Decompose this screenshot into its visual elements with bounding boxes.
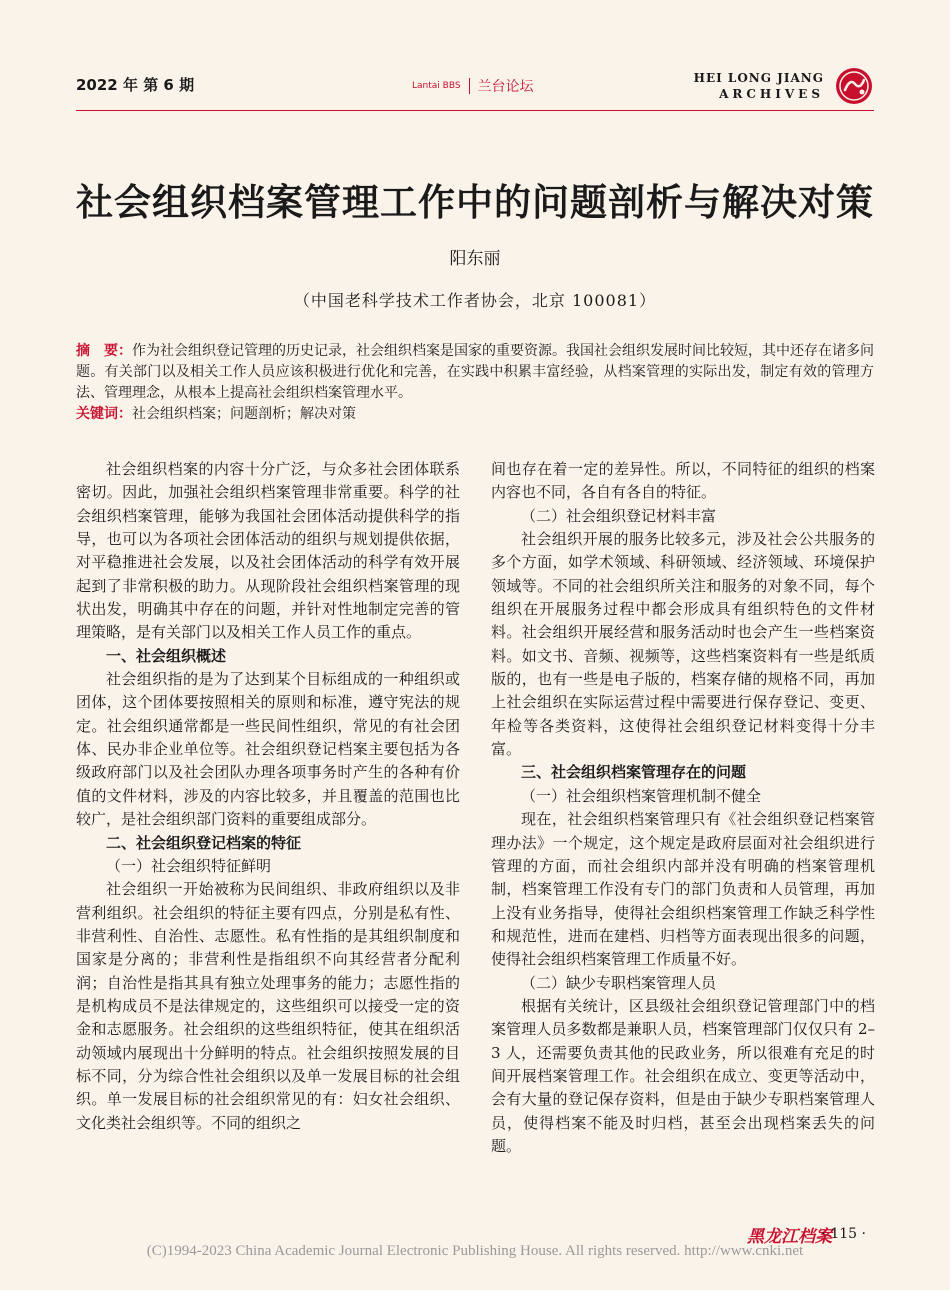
keywords-text: 社会组织档案；问题剖析；解决对策 (132, 406, 356, 422)
paragraph-materials: 社会组织开展的服务比较多元，涉及社会公共服务的多个方面，如学术领域、科研领域、经济领域、环境保护领域等。不同的社会组织所关注和服务的对象不同，每个组织在开展服务过程中都会形成具有组织特色的文件材料。社会组织开展经营和服务活动时也会产生一些档案资料。如文书、音频、视频等，这些档案资料有一些是纸质版的，也有一些是电子版的，档案存储的规格不同，再加上社会组织在实际运营过程中需要进行保存登记、变更、年检等各类资料，这使得社会组织登记材料变得十分丰富。 (491, 530, 875, 759)
abstract-text: 作为社会组织登记管理的历史记录，社会组织档案是国家的重要资源。我国社会组织发展时间比较短，其中还存在诸多问题。有关部门以及相关工作人员应该积极进行优化和完善，在实践中积累丰富经验，从档案管理的实际出发，制定有效的管理方法、管理理念，从根本上提高社会组织档案管理水平。 (76, 343, 874, 401)
paragraph-mechanism: 现在，社会组织档案管理只有《社会组织登记档案管理办法》一个规定，这个规定是政府层面对社会组织进行管理的方面，而社会组织内部并没有明确的档案管理机制，档案管理工作没有专门的部门负责和人员管理，再加上没有业务指导，使得社会组织档案管理工作缺乏科学性和规范性，进而在建档、归档等方面表现出很多的问题，使得社会组织档案管理工作质量不好。 (491, 810, 875, 969)
subsection-heading-3-2: （二）缺少专职档案管理人员 (521, 973, 717, 992)
abstract (76, 341, 874, 404)
right-column (491, 458, 875, 1158)
journal-logo-icon (834, 66, 874, 106)
column-divider (469, 78, 470, 94)
section-heading-1: 一、社会组织概述 (106, 646, 227, 665)
footer-brand: 黑龙江档案 (747, 1227, 832, 1247)
journal-name (694, 70, 824, 102)
header-rule (76, 110, 874, 111)
paragraph-continued: 间也存在着一定的差异性。所以，不同特征的组织的档案内容也不同，各自有各自的特征。 (491, 460, 875, 502)
issue-label: 2022 年 第 6 期 (76, 76, 195, 94)
page-number: · 115 · (821, 1226, 866, 1242)
section-heading-2: 二、社会组织登记档案的特征 (106, 833, 302, 852)
paragraph-overview: 社会组织指的是为了达到某个目标组成的一种组织或团体，这个团体要按照相关的原则和标准，遵守宪法的规定。社会组织通常都是一些民间性组织，常见的有社会团体、民办非企业单位等。社会组织登记档案主要包括为各级政府部门以及社会团队办理各项事务时产生的各种有价值的文件材料，涉及的内容比较多，并且覆盖的范围也比较广，是社会组织部门资料的重要组成部分。 (76, 670, 460, 829)
column-name-en: Lantai BBS (412, 81, 461, 91)
article-author: 阳东丽 (449, 249, 501, 269)
subsection-heading-2-1: （一）社会组织特征鲜明 (106, 856, 272, 875)
column-tag (412, 76, 534, 96)
intro-paragraph: 社会组织档案的内容十分广泛，与众多社会团体联系密切。因此，加强社会组织档案管理非常重要。科学的社会组织档案管理，能够为我国社会团体活动提供科学的指导，也可以为各项社会团体活动的组织与规划提供依据，对平稳推进社会发展，以及社会团体活动的科学有效开展起到了非常积极的助力。从现阶段社会组织档案管理的现状出发，明确其中存在的问题，并针对性地制定完善的管理策略，是有关部门以及相关工作人员工作的重点。 (76, 460, 460, 642)
article-title: 社会组织档案管理工作中的问题剖析与解决对策 (76, 181, 874, 224)
page-header (76, 70, 874, 106)
journal-name-line2: ARCHIVES (719, 87, 824, 101)
paragraph-features: 社会组织一开始被称为民间组织、非政府组织以及非营利组织。社会组织的特征主要有四点，分别是私有性、非营利性、自治性、志愿性。私有性指的是其组织制度和国家是分离的；非营利性是指组织不向其经营者分配利润；自治性是指其具有独立处理事务的能力；志愿性指的是机构成员不是法律规定的，这些组织可以接受一定的资金和志愿服务。社会组织的这些组织特征，使其在组织活动领域内展现出十分鲜明的特点。社会组织按照发展的目标不同，分为综合性社会组织以及单一发展目标的社会组织。单一发展目标的社会组织常见的有：妇女社会组织、文化类社会组织等。不同的组织之 (76, 880, 460, 1132)
section-heading-3: 三、社会组织档案管理存在的问题 (521, 763, 747, 782)
journal-name-line1: HEI LONG JIANG (693, 71, 824, 85)
left-column (76, 458, 460, 1135)
keywords-label: 关键词： (76, 406, 132, 422)
abstract-block (76, 341, 874, 425)
paragraph-staff: 根据有关统计，区县级社会组织登记管理部门中的档案管理人员多数都是兼职人员，档案管理部门仅仅只有 2–3 人，还需要负责其他的民政业务，所以很难有充足的时间开展档案管理工作。社会组织在成立、变更等活动中，会有大量的登记保存资料，但是由于缺少专职档案管理人员，使得档案不能及时归档，甚至会出现档案丢失的问题。 (491, 996, 875, 1155)
copyright-notice: (C)1994-2023 China Academic Journal Electronic Publishing House. All rights reserved. http://www.cnki.net (146, 1243, 804, 1259)
column-name-cn: 兰台论坛 (477, 79, 534, 95)
keywords (76, 404, 874, 425)
article-affiliation: （中国老科学技术工作者协会，北京 100081） (293, 291, 657, 310)
abstract-label: 摘 要： (76, 343, 132, 359)
subsection-heading-2-2: （二）社会组织登记材料丰富 (521, 506, 717, 525)
subsection-heading-3-1: （一）社会组织档案管理机制不健全 (521, 786, 762, 805)
